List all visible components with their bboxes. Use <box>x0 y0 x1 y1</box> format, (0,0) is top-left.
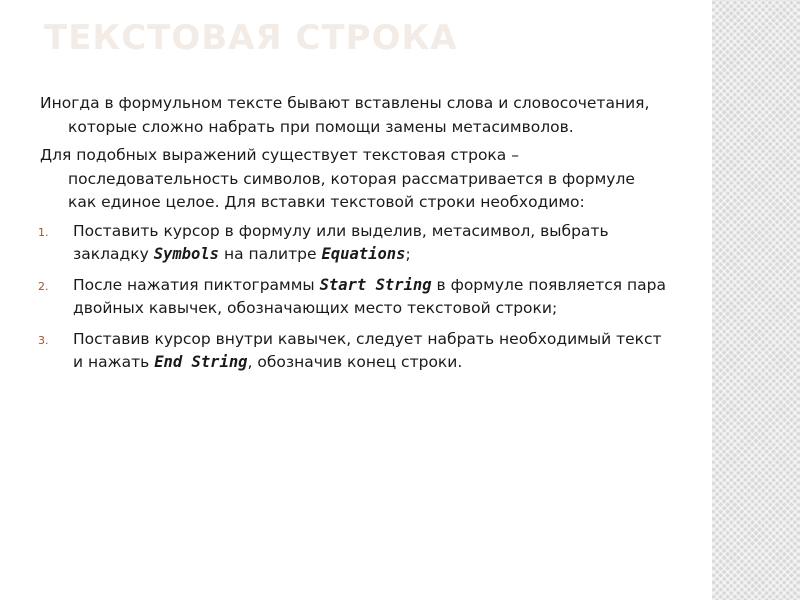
definition-paragraph: Для подобных выражений существует текстовая строка – последовательность символов, которая рассматривается в формуле как единое целое. Для вставки текстовой строки необходимо: <box>40 146 635 211</box>
intro-paragraph: Иногда в формульном тексте бывают вставлены слова и словосочетания, которые сложно набрать при помощи замены метасимволов. <box>40 94 650 136</box>
steps-list <box>40 220 668 375</box>
list-item-number: 3. <box>38 333 49 347</box>
list-item-text: ; <box>405 245 411 263</box>
keyword-equations: Equations <box>321 245 406 263</box>
list-item-text: После нажатия пиктограммы <box>73 275 320 294</box>
keyword-end-string: End String <box>154 353 248 371</box>
list-item-text: в формуле появляется пара двойных кавычек, обозначающих место текстовой строки; <box>73 275 666 317</box>
keyword-symbols: Symbols <box>153 245 220 263</box>
list-item <box>40 220 668 267</box>
decorative-side-stripe <box>712 0 800 600</box>
list-item <box>40 328 668 375</box>
slide-content <box>40 92 668 382</box>
list-item-number: 1. <box>38 225 49 239</box>
list-item-text: на палитре <box>219 245 322 263</box>
list-item-text: Поставив курсор внутри кавычек, следует набрать необходимый текст и нажать <box>73 329 662 371</box>
list-item-text: Поставить курсор в формулу или выделив, метасимвол, выбрать закладку <box>73 221 609 263</box>
list-item-number: 2. <box>38 279 49 293</box>
list-item-text: , обозначив конец строки. <box>247 353 463 371</box>
slide-title: ТЕКСТОВАЯ СТРОКА <box>44 18 458 58</box>
list-item <box>40 274 668 321</box>
keyword-start-string: Start String <box>319 275 432 294</box>
